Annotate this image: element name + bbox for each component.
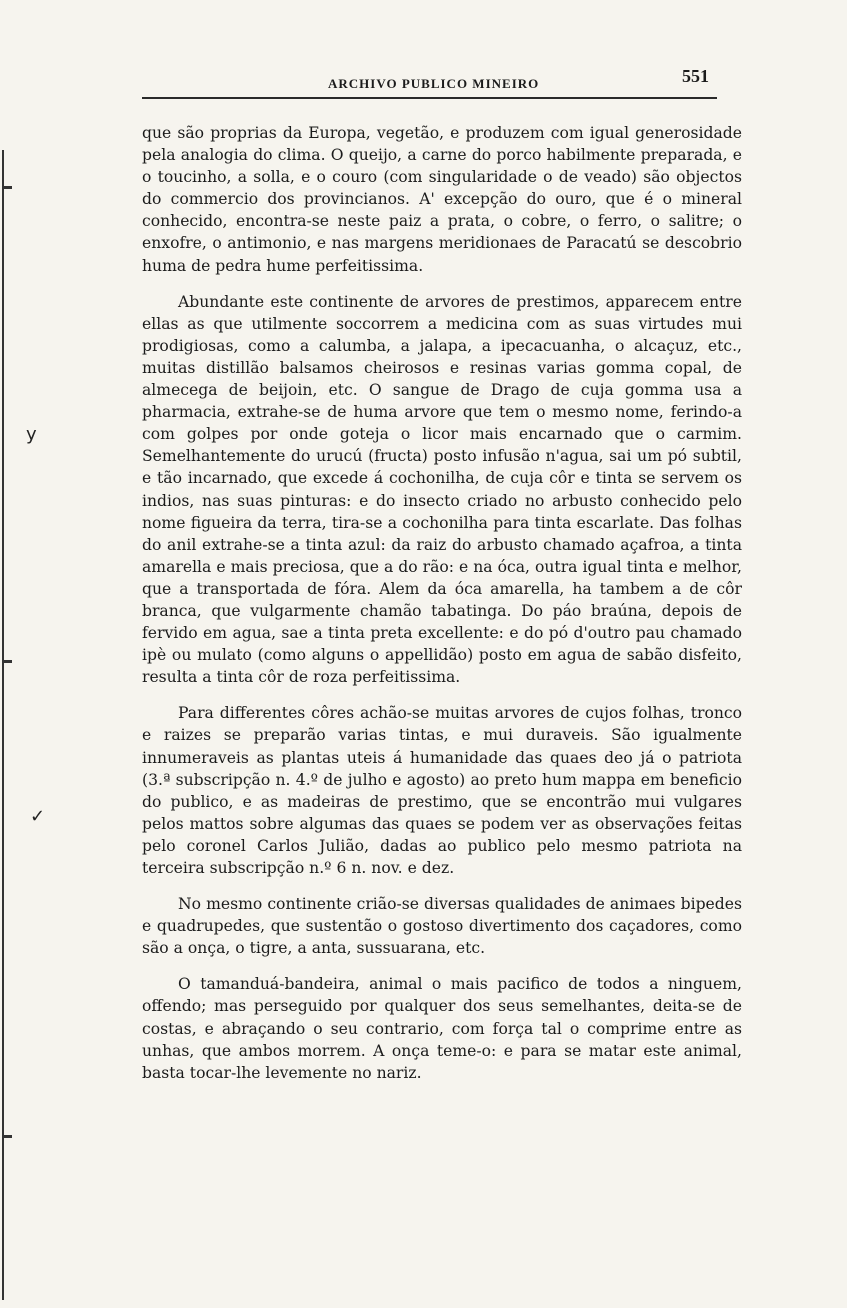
running-title: ARCHIVO PUBLICO MINEIRO <box>328 76 540 91</box>
page-number: 551 <box>682 66 709 86</box>
body-text <box>142 122 742 1098</box>
header-rule <box>142 97 717 99</box>
binding-tick <box>2 186 12 189</box>
margin-mark: y <box>26 424 37 445</box>
binding-edge-line <box>2 150 4 1300</box>
paragraph: Abundante este continente de arvores de prestimos, apparecem entre ellas as que utilmente soccorrem a medicina com as suas virtudes mui prodigiosas, como a calumba, a jalapa, a ipecacuanha, o alcaçuz, etc., muitas distillão balsamos cheirosos e resinas varias gomma copal, de almecega de beijoin, etc. O sangue de Drago de cuja gomma usa a pharmacia, extrahe-se de huma arvore que tem o mesmo nome, ferindo-a com golpes por onde goteja o licor mais encarnado que o carmim. Semelhantemente do urucú (fructa) posto infusão n'agua, sai um pó subtil, e tão incarnado, que excede á cochonilha, de cuja côr e tinta se servem os indios, nas suas pinturas: e do insecto criado no arbusto conhecido pelo nome figueira da terra, tira-se a cochonilha para tinta escarlate. Das folhas do anil extrahe-se a tinta azul: da raiz do arbusto chamado açafroa, a tinta amarella e mais preciosa, que a do rão: e na óca, outra igual tinta e melhor, que a transportada de fóra. Alem da óca amarella, ha tambem a de côr branca, que vulgarmente chamão tabatinga. Do páo braúna, depois de fervido em agua, sae a tinta preta excellente: e do pó d'outro pau chamado ipè ou mulato (como alguns o appellidão) posto em agua de sabão disfeito, resulta a tinta côr de roza perfeitissima. <box>142 292 742 687</box>
paragraph: No mesmo continente crião-se diversas qualidades de animaes bipedes e quadrupedes, que sustentão o gostoso divertimento dos caçadores, como são a onça, o tigre, a anta, sussuarana, etc. <box>142 895 742 958</box>
paragraph: Para differentes côres achão-se muitas arvores de cujos folhas, tronco e raizes se preparão varias tintas, e mui duraveis. São igualmente innumeraveis as plantas uteis á humanidade das quaes deo já o patriota (3.ª subscripção n. 4.º de julho e agosto) ao preto hum mappa em beneficio do publico, e as madeiras de prestimo, que se encontrão mui vulgares pelos mattos sobre algumas das quaes se podem ver as observações feitas pelo coronel Carlos Julião, dadas ao publico pelo mesmo patriota na terceira subscripção n.º 6 n. nov. e dez. <box>142 704 742 877</box>
binding-tick <box>2 660 12 663</box>
running-header <box>142 66 717 96</box>
margin-mark: ✓ <box>30 806 46 827</box>
binding-tick <box>2 1135 12 1138</box>
paragraph: O tamanduá-bandeira, animal o mais pacifico de todos a ninguem, offendo; mas perseguido por qualquer dos seus semelhantes, deita-se de costas, e abraçando o seu contrario, com força tal o comprime entre as unhas, que ambos morrem. A onça teme-o: e para se matar este animal, basta tocar-lhe levemente no nariz. <box>142 975 742 1082</box>
paragraph: que são proprias da Europa, vegetão, e produzem com igual generosidade pela analogia do clima. O queijo, a carne do porco habilmente preparada, e o toucinho, a solla, e o couro (com singularidade o de veado) são objectos do commercio dos provincianos. A' excepção do ouro, que é o mineral conhecido, encontra-se neste paiz a prata, o cobre, o ferro, o salitre; o enxofre, o antimonio, e nas margens meridionaes de Paracatú se descobrio huma de pedra hume perfeitissima. <box>142 124 742 275</box>
